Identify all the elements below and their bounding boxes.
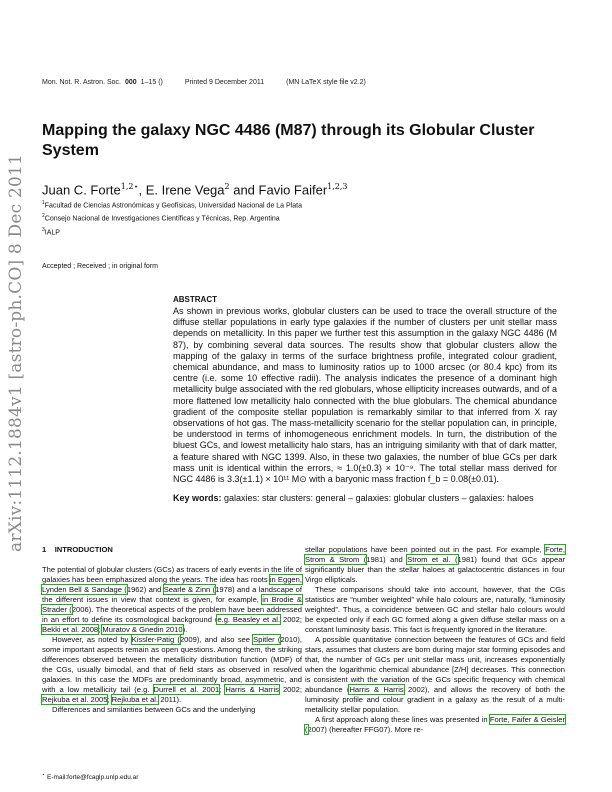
body-text: 1981) found that GCs appear significantly bluer than the stellar haloes at galactocentric distances in four Virgo ellipticals. xyxy=(305,555,565,584)
intro-paragraph-2 xyxy=(42,635,302,705)
author-vega-affil: 2 xyxy=(224,182,230,191)
affiliations xyxy=(42,198,302,238)
citation-link[interactable]: in Eggen, Lynden Bell & Sandage ( xyxy=(42,575,302,594)
section-title: INTRODUCTION xyxy=(54,545,113,554)
citation-link[interactable]: Harris & Harris xyxy=(225,685,279,694)
citation-link[interactable]: Rejkuba et al. 2005 xyxy=(42,695,108,704)
footnote xyxy=(42,772,138,781)
body-text: 2007) (hereafter FFG07). More re- xyxy=(307,725,424,734)
paper-title: Mapping the galaxy NGC 4486 (M87) through its Globular Cluster System xyxy=(42,122,535,159)
affiliation-2: $^2$Consejo Nacional de Investigaciones Científicas y Técnicas, Rep. Argentina xyxy=(42,213,280,223)
body-text: 2009), and also see xyxy=(179,635,254,644)
author-faifer-affil: 1,2,3 xyxy=(327,182,348,191)
citation-link[interactable]: Forte, Faifer & Geisler ( xyxy=(305,715,565,734)
body-text: 2006). The theoretical aspects of the problem have been addressed in an effort to define its cosmological background ( xyxy=(42,605,302,624)
citation-link[interactable]: Strom et al. ( xyxy=(407,555,458,564)
right-paragraph-3 xyxy=(305,635,565,715)
volume-code: 000 xyxy=(124,79,137,86)
left-column xyxy=(42,545,302,715)
citation-link[interactable]: in Brodie & Strader ( xyxy=(42,595,302,614)
running-head xyxy=(42,79,366,86)
body-text: A possible quantitative connection between the features of GCs and field stars, assumes that clusters are born during major star forming episodes and that, the number of GCs per unit stellar mass unit, increases exponentially when the logarithmic chemical abundance [Z/H] decreases. This connection is consistent with the variation of the GCs specific frequency with chemical abundance ( xyxy=(305,635,565,694)
keywords xyxy=(173,493,557,504)
citation-link[interactable]: Kissler-Patig ( xyxy=(131,635,180,644)
page-range: 1–15 () xyxy=(140,79,163,86)
author-forte-affil: 1,2⋆ xyxy=(120,182,139,191)
abstract xyxy=(173,295,557,504)
arxiv-stamp-text: arXiv:1112.1884v1 [astro-ph.CO] 8 Dec 2011 xyxy=(6,153,26,553)
intro-paragraph-3 xyxy=(42,705,302,715)
right-paragraph-1 xyxy=(305,545,565,585)
body-text: ; xyxy=(219,685,226,694)
accepted-line: Accepted ; Received ; in original form xyxy=(42,263,158,270)
journal-name: Mon. Not. R. Astron. Soc. xyxy=(42,79,121,86)
abstract-heading: ABSTRACT xyxy=(173,295,217,304)
printed-date: Printed 9 December 2011 xyxy=(184,79,265,86)
citation-link[interactable]: Durrell et al. 2001 xyxy=(153,685,220,694)
body-text: 1962) and xyxy=(126,585,164,594)
keywords-text: galaxies: star clusters: general – galaxies: globular clusters – galaxies: haloes xyxy=(221,493,534,504)
body-text: stellar populations have been pointed out in the past. For example, xyxy=(305,545,546,554)
author-vega: , E. Irene Vega xyxy=(138,182,225,198)
body-text: The potential of globular clusters (GCs) as tracers of early events in the life of galaxies has been emphasized along the years. The idea has roots xyxy=(42,565,302,584)
citation-link[interactable]: e.g. Beasley et al. xyxy=(217,615,281,624)
author-forte: Juan C. Forte xyxy=(42,182,121,198)
body-text: Differences and similarities between GCs and the underlying xyxy=(52,705,256,714)
citation-link[interactable]: Harris & Harris xyxy=(349,685,404,694)
keywords-label: Key words: xyxy=(173,493,222,504)
footnote-email: E-mail:forte@fcaglp.unlp.edu.ar xyxy=(45,774,139,782)
body-text: 2010), some important aspects remain as open questions. Among them, the striking differences observed between the metallicity distribution function (MDF) of the CGs, usually bimodal, and that of field stars as observed in resolved galaxies. In this case the MDFs are predominantly broad, asymmetric, and with a low metallicity tail (e.g. xyxy=(42,635,302,694)
body-text: ; xyxy=(107,695,112,704)
section-heading xyxy=(42,545,302,555)
citation-link[interactable]: Forte, Strom & Strom ( xyxy=(305,545,565,564)
citation-link[interactable]: Rejkuba et al. xyxy=(111,695,159,704)
body-text: A first approach along these lines was presented in xyxy=(315,715,490,724)
citation-link[interactable]: Muratov & Gnedin 2010 xyxy=(102,625,183,634)
citation-link[interactable]: Bekki et al. 2008 xyxy=(42,625,99,634)
arxiv-stamp xyxy=(0,148,32,558)
citation-link[interactable]: Spitler ( xyxy=(253,635,281,644)
body-text: ). xyxy=(182,625,188,634)
affiliation-1: $^1$Facultad de Ciencias Astronómicas y Geofísicas, Universidad Nacional de La Plata xyxy=(42,200,302,210)
style-file: (MN LaTeX style file v2.2) xyxy=(286,79,366,86)
section-number: 1 xyxy=(42,545,47,554)
right-paragraph-4 xyxy=(305,715,565,735)
intro-paragraph-1 xyxy=(42,565,302,635)
author-list xyxy=(42,182,348,197)
footnote-mark: ⋆ xyxy=(42,772,46,778)
right-column xyxy=(305,545,565,735)
affiliation-3: $^3$IALP xyxy=(42,226,60,236)
abstract-text: As shown in previous works, globular clusters can be used to trace the overall structure of the diffuse stellar populations in early type galaxies if the number of clusters per unit stellar mass depends on metallicity. In this paper we further test this assumption in the galaxy NGC 4486 (M 87), by combining several data sources. The results show that globular clusters allow the mapping of the galaxy in terms of the surface brightness profile, integrated colour gradient, chemical abundance, and mass to luminosity ratios up to 1000 arcsec (or 80.4 kpc) from its centre (i.e. some 10 effective radii). The analysis indicates the presence of a dominant high metallicity bulge associated with the red globulars, whose ellipticity increases outwards, and of a more flattened low metallicity halo connected with the blue globulars. The chemical abundance gradient of the composite stellar population is remarkably similar to that inferred from X ray observations of hot gas. The mass-metallicity scenario for the stellar population can, in principle, be understood in terms of inhomogeneous enrichment models. In turn, the distribution of the bluest GCs, and lowest metallicity halo stars, has an intriguing similarity with that of dark matter, a feature shared with NGC 1399. Also, in these two galaxies, the number of blue GCs per dark mass unit is identical within the errors, ≈ 1.0(±0.3) × 10⁻⁹. The total stellar mass derived for NGC 4486 is 3.3(±1.1) × 10¹¹ M⊙ with a baryonic mass fraction f_b = 0.08(±0.01). xyxy=(173,306,557,485)
body-text: ; xyxy=(98,625,103,634)
body-text: 1981) and xyxy=(366,555,408,564)
right-paragraph-2 xyxy=(305,585,565,635)
body-text: 2011). xyxy=(158,695,182,704)
body-text: These comparisons should take into account, however, that the CGs statistics are “number weighted” while halo colours are, naturally, “luminosity weighted”. Thus, a coincidence between GC and stellar halo colours would be expected only if each GC formed along a given diffuse stellar mass on a constant luminosity basis. This fact is frequently ignored in the literature. xyxy=(305,585,565,634)
author-faifer: and Favio Faifer xyxy=(229,182,328,198)
body-text: 2002; xyxy=(280,615,302,624)
citation-link[interactable]: Searle & Zinn ( xyxy=(163,585,216,594)
body-text: However, as noted by xyxy=(52,635,132,644)
body-text: 1978) and a landscape of the different issues in view that context is given, for example, xyxy=(42,585,303,604)
body-text: 2002), and allows the recovery of both the luminosity profile and colour gradient in a galaxy as the result of a multi-metallicity stellar population. xyxy=(305,685,565,714)
body-text: 2002; xyxy=(278,685,302,694)
